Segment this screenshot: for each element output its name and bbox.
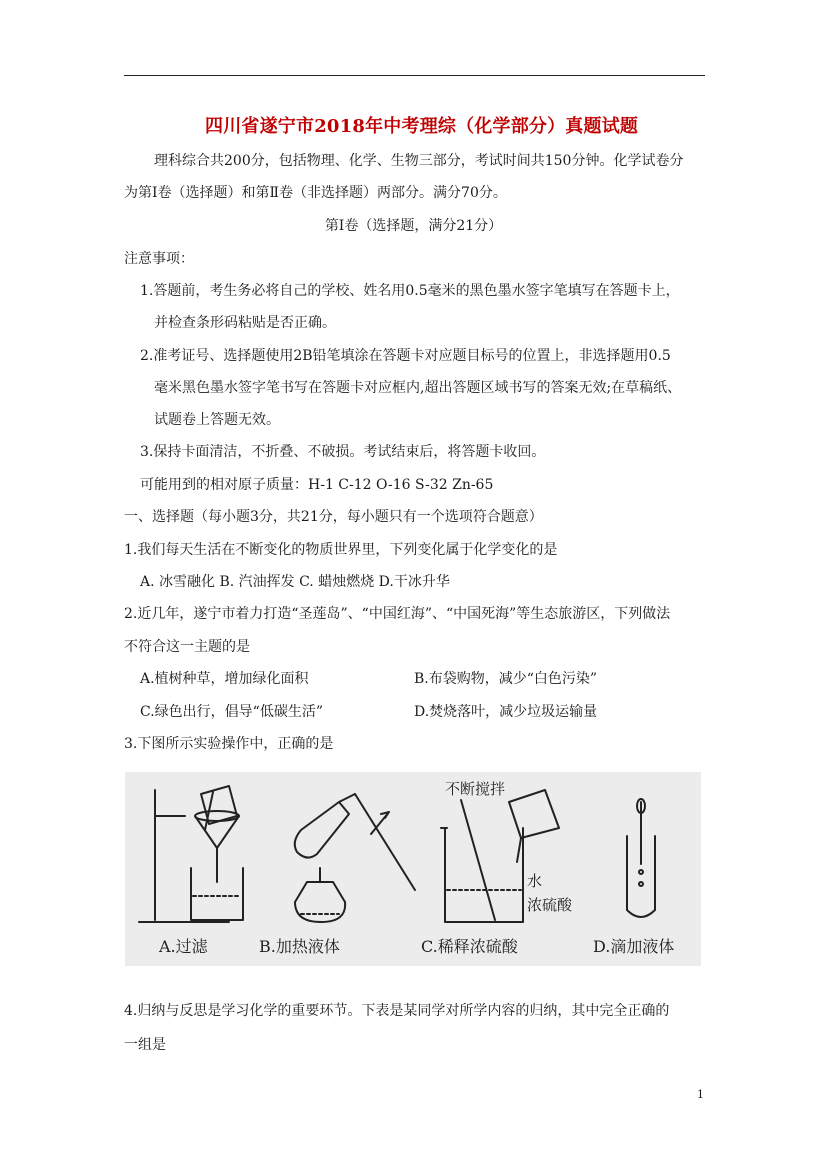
section-heading: 第Ⅰ卷（选择题，满分21分）	[324, 218, 503, 234]
q4-stem-line-1: 4.归纳与反思是学习化学的重要环节。下表是某同学对所学内容的归纳，其中完全正确的	[124, 1003, 670, 1019]
q2-option-d: D.焚烧落叶，减少垃圾运输量	[414, 704, 598, 720]
note-2-line-2: 毫米黑色墨水签字笔书写在答题卡对应框内,超出答题区域书写的答案无效;在草稿纸、	[154, 380, 682, 396]
heating-liquid-apparatus	[295, 794, 415, 922]
note-1-line-2: 并检查条形码粘贴是否正确。	[154, 315, 336, 331]
lab-operations-figure	[125, 772, 701, 966]
acid-label: 浓硫酸	[527, 896, 573, 914]
q3-stem: 3.下图所示实验操作中，正确的是	[124, 736, 334, 752]
part-heading: 一、选择题（每小题3分，共21分，每小题只有一个选项符合题意）	[124, 509, 543, 525]
caption-dropping-liquid: D.滴加液体	[593, 937, 675, 956]
intro-line-2: 为第Ⅰ卷（选择题）和第Ⅱ卷（非选择题）两部分。满分70分。	[124, 185, 507, 201]
water-label: 水	[527, 872, 543, 890]
q4-stem-line-2: 一组是	[124, 1037, 166, 1053]
q2-stem-line-2: 不符合这一主题的是	[124, 639, 250, 655]
filtration-apparatus	[139, 786, 243, 922]
note-2-line-1: 2.准考证号、选择题使用2B铅笔填涂在答题卡对应题目标号的位置上，非选择题用0.5	[140, 348, 671, 364]
note-3: 3.保持卡面清洁，不折叠、不破损。考试结束后，将答题卡收回。	[140, 444, 546, 460]
caption-heating-liquid: B.加热液体	[259, 937, 340, 956]
q1-options: A. 冰雪融化 B. 汽油挥发 C. 蜡烛燃烧 D.干冰升华	[140, 574, 450, 590]
notes-heading: 注意事项：	[124, 251, 194, 267]
dropping-liquid-apparatus	[627, 799, 655, 917]
header-rule	[124, 75, 705, 76]
caption-filtration: A.过滤	[159, 937, 208, 956]
note-1-line-1: 1.答题前，考生务必将自己的学校、姓名用0.5毫米的黑色墨水签字笔填写在答题卡上，	[140, 283, 680, 299]
note-2-line-3: 试题卷上答题无效。	[154, 412, 280, 428]
caption-diluting-acid: C.稀释浓硫酸	[421, 937, 518, 956]
q1-stem: 1.我们每天生活在不断变化的物质世界里，下列变化属于化学变化的是	[124, 542, 558, 558]
q2-option-a: A.植树种草，增加绿化面积	[140, 671, 309, 687]
q2-option-c: C.绿色出行，倡导“低碳生活”	[140, 704, 323, 720]
intro-line-1: 理科综合共200分，包括物理、化学、生物三部分，考试时间共150分钟。化学试卷分	[154, 153, 684, 169]
document-title: 四川省遂宁市2018年中考理综（化学部分）真题试题	[205, 116, 639, 137]
page-number: 1	[697, 1088, 704, 1101]
q2-stem-line-1: 2.近几年，遂宁市着力打造“圣莲岛”、“中国红海”、“中国死海”等生态旅游区，下列做法	[124, 606, 671, 622]
q2-option-b: B.布袋购物，减少“白色污染”	[414, 671, 598, 687]
stir-label: 不断搅拌	[445, 780, 506, 798]
atomic-masses: 可能用到的相对原子质量：H-1 C-12 O-16 S-32 Zn-65	[140, 477, 494, 493]
